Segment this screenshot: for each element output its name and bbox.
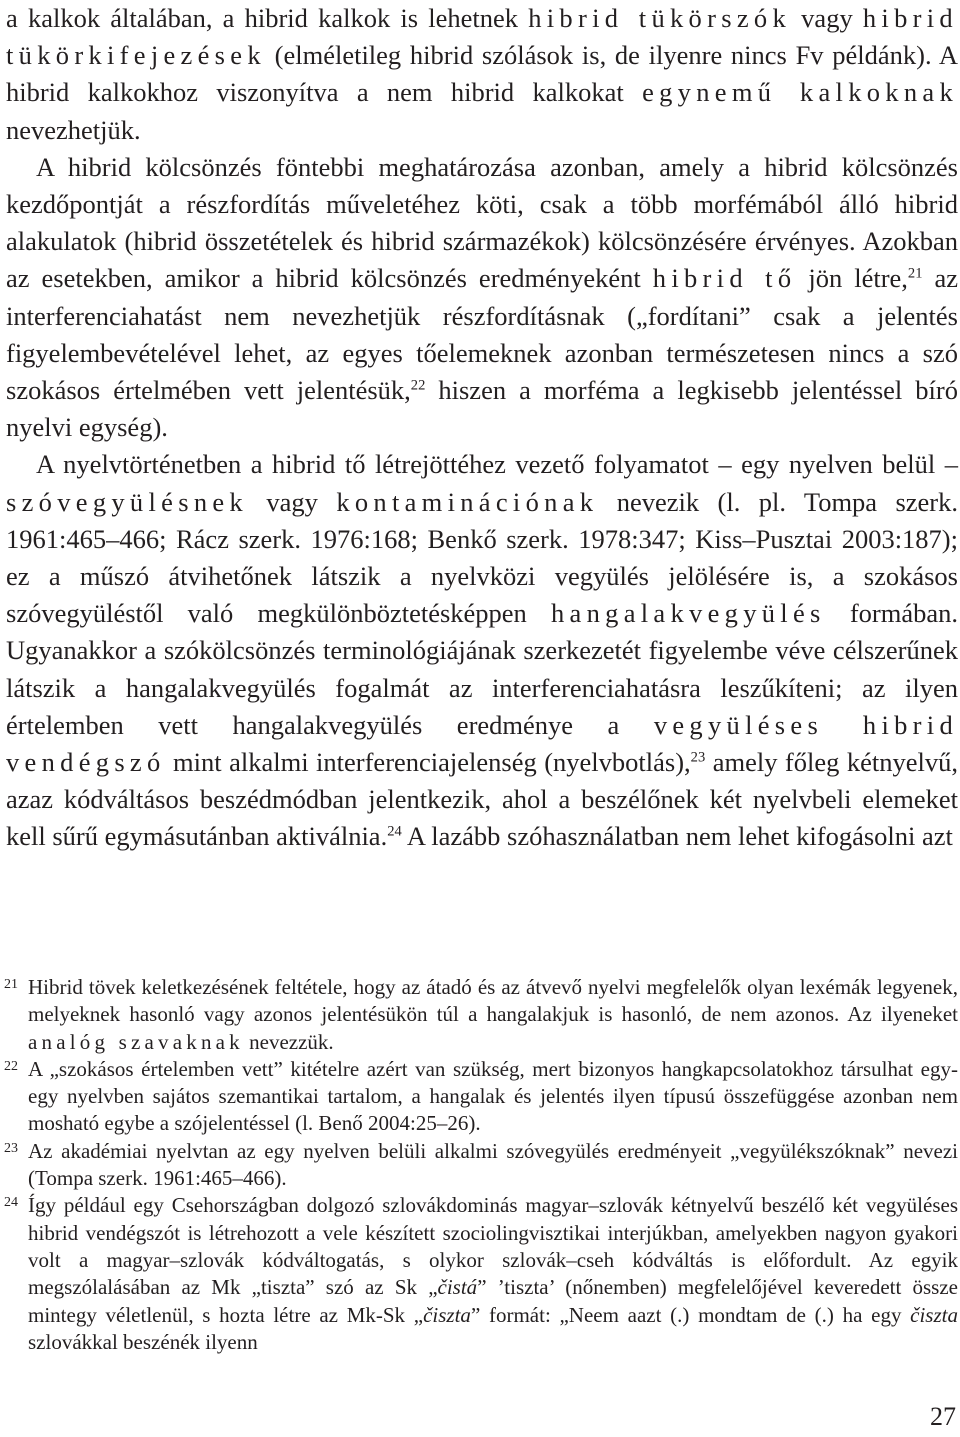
text-run: A nyelvtörténetben a hibrid tő létrejöttéhez vezető folyamatot – egy nyelven belül – (36, 449, 958, 480)
spaced-term: hibrid tő (652, 263, 797, 294)
text-run: A „szokásos értelemben vett” kitételre azért van szükség, mert bizonyos hangkapcsolatokhoz társulhat egy-egy nyelvben sajátos szemantikai tartalom, a hangalak és jelentés ilyen típusú összefüggése azonban nem mosható egybe a szójelentéssel (l. Benő 2004:25–26). (28, 1056, 958, 1136)
text-run: Az akadémiai nyelvtan az egy nyelven belüli alkalmi szóvegyülés eredményeit „vegyülékszóknak” nevezi (Tompa szerk. 1961:465–466). (28, 1138, 958, 1191)
italic-term: čiszta (423, 1302, 471, 1327)
text-run: jön létre, (796, 263, 908, 294)
text-run: nevezhetjük. (6, 114, 141, 145)
main-text (6, 0, 958, 856)
footnote-number: 22 (4, 1058, 18, 1074)
text-run: mint alkalmi interferenciajelenség (nyelvbotlás), (165, 747, 691, 778)
text-run: (elméletileg hibrid szólások is, de ilyenre nincs Fv példánk). A hibrid kalkokhoz viszonyítva a nem hibrid kalkokat (6, 40, 958, 108)
spaced-term: szóvegyülésnek (6, 486, 248, 517)
spaced-term: analóg szavaknak (28, 1029, 244, 1054)
footnote-23 (6, 1138, 958, 1193)
text-run: A hibrid kölcsönzés föntebbi meghatározása azonban, amely a hibrid kölcsönzés kezdőpontját a részfordítás műveletéhez köti, csak a több morfémából álló hibrid alakulatok (hibrid összetételek és hibrid származékok) kölcsönzésére érvényes. Azokban az esetekben, amikor a hibrid kölcsönzés eredményeként (6, 151, 958, 294)
text-run: Hibrid tövek keletkezésének feltétele, hogy az átadó és az átvevő nyelvi megfelelők olyan lexémák legyenek, melyeknek hasonló vagy azonos jelentésükön túl a hangalakjuk is hasonló, de nem azonos. Az ilyeneket (28, 975, 958, 1027)
spaced-term: egynemű kalkoknak (642, 77, 959, 108)
footnote-number: 23 (4, 1140, 18, 1156)
footnotes (6, 974, 958, 1356)
text-run: nevezik (l. pl. Tompa szerk. 1961:465–466; Rácz szerk. 1976:168; Benkő szerk. 1978:347; Kiss–Pusztai 2003:187); ez a műszó átvihetőnek látszik a nyelvközi vegyülés jelölésére is, a szokásos szóvegyüléstől való megkülönböztetésképpen (6, 486, 959, 629)
text-run: nevezzük. (243, 1029, 334, 1054)
paragraph-2 (6, 149, 958, 447)
page-number: 27 (930, 1402, 956, 1431)
footnote-22 (6, 1056, 958, 1138)
text-run: a kalkok általában, a hibrid kalkok is lehetnek (6, 3, 529, 33)
spaced-term: kontaminációnak (336, 486, 599, 517)
text-run: ” ’tiszta’ (nőnemben) megfelelőjével keveredett össze mintegy véletlenül, s hozta létre az Mk-Sk „ (28, 1275, 958, 1327)
text-run: amely főleg kétnyelvű, azaz kódváltásos beszédmódban jelentkezik, ahol a beszélőnek két nyelvbeli elemeket kell sűrű egymásutánban aktiválnia. (6, 747, 958, 852)
text-run: A lazább szóhasználatban nem lehet kifogásolni azt (401, 821, 953, 852)
spaced-term: hangalakvegyülés (551, 598, 826, 629)
italic-term: čiszta (910, 1302, 958, 1327)
paragraph-1 (6, 0, 958, 149)
text-run: vagy (791, 3, 863, 33)
footnote-24 (6, 1192, 958, 1356)
paragraph-3 (6, 446, 958, 855)
spaced-term: vegyüléses hibrid vendégszó (6, 709, 958, 778)
footnote-number: 21 (4, 977, 18, 992)
footnote-number: 24 (4, 1195, 18, 1211)
text-run: ” formát: „Neem aazt (.) mondtam de (.) ha egy (470, 1302, 911, 1327)
footnote-ref[interactable]: 22 (410, 377, 426, 394)
italic-term: čistá (437, 1275, 478, 1300)
footnote-ref[interactable]: 23 (690, 749, 706, 766)
text-run: Így például egy Csehországban dolgozó szlovákdominás magyar–szlovák kétnyelvű beszélő két vegyüléses hibrid vendégszót is létrehozott a vele készített szociolingvisztikai interjúkban, amelyekben nagyon gyakori volt a magyar–szlovák kódváltogatás, s olykor szlovák–cseh kódváltás is előfordult. Az egyik megszólalásában az Mk „tiszta” szó az Sk „ (28, 1193, 958, 1300)
text-run: az interferenciahatást nem nevezhetjük részfordításnak („fordítani” csak a jelentés figyelembevételével lehet, az egyes tőelemeknek azonban természetesen nincs a szó szokásos értelmében vett jelentésük, (6, 263, 958, 406)
spaced-term: hibrid tükörszók (528, 3, 791, 33)
spaced-term: hibrid tükörkifejezések (6, 3, 958, 71)
footnote-ref[interactable]: 21 (907, 265, 923, 282)
text-run: hiszen a morféma a legkisebb jelentéssel bíró nyelvi egység). (6, 375, 958, 443)
text-run: formában. Ugyanakkor a szókölcsönzés terminológiájának szerkezetét figyelembe véve célszerűnek látszik a hangalakvegyülés fogalmát az interferenciahatásra leszűkíteni; az ilyen értelemben vett hangalakvegyülés eredménye a (6, 598, 958, 740)
text-run: vagy (248, 486, 337, 517)
footnote-21 (6, 974, 958, 1056)
footnote-ref[interactable]: 24 (387, 824, 402, 840)
text-run: szlovákkal beszénék ilyenn (28, 1329, 258, 1354)
